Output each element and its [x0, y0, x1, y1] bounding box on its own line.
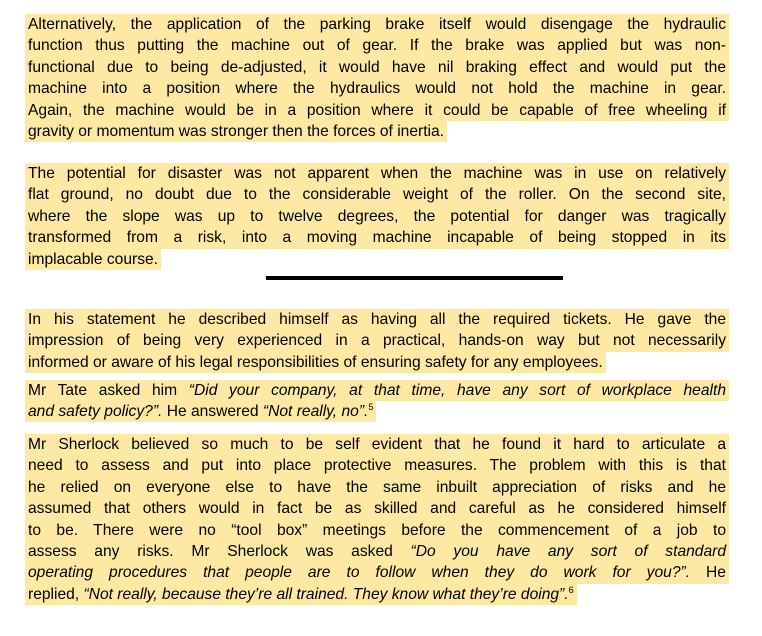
text-run: He answered [162, 402, 263, 420]
text-line: to be. There were no “tool box” meetings before the commencement of a job to [25, 520, 729, 541]
text-line: machine into a position where the hydraulics would not hold the machine in gear. [25, 78, 729, 99]
text-line: Alternatively, the application of the parking brake itself would disengage the hydraulic [25, 14, 729, 35]
text-line: implacable course. [25, 249, 161, 270]
text-run: He [690, 564, 726, 582]
quote-answer: “Not really, no”. [262, 402, 369, 420]
paragraph-sherlock [25, 434, 729, 612]
paragraph-potential-disaster [25, 163, 729, 276]
text-line: assumed that others would in fact be as skilled and careful as he considered himself [25, 498, 729, 519]
text-line: function thus putting the machine out of gear. If the brake was applied but was non- [25, 35, 729, 56]
text-line: In his statement he described himself as having all the required tickets. He gave the [25, 309, 729, 330]
paragraph-parking-brake [25, 14, 729, 149]
text-line: informed or aware of his legal responsibilities of ensuring safety for any employees. [25, 352, 606, 373]
text-line: he relied on everyone else to have the same inbuilt appreciation of risks and he [25, 477, 729, 498]
text-line [25, 401, 376, 422]
quote-answer: “Not really, because they’re all trained. They know what they’re doing”. [83, 585, 569, 603]
text-line [25, 562, 729, 583]
quote-question: “Did your company, at that time, have any sort of workplace health [188, 381, 726, 399]
text-line [25, 541, 729, 562]
text-line: Mr Sherlock believed so much to be self evident that he found it hard to articulate a [25, 434, 729, 455]
footnote-ref: 6 [568, 584, 574, 595]
quote-question-end: operating procedures that people are to follow when they do work for you?”. [28, 564, 691, 582]
text-line: flat ground, no doubt due to the considerable weight of the roller. On the second site, [25, 184, 729, 205]
text-line: gravity or momentum was stronger then the forces of inertia. [25, 121, 447, 142]
text-line: where the slope was up to twelve degrees, the potential for danger was tragically [25, 206, 729, 227]
text-line: need to assess and put into place protective measures. The problem with this is that [25, 455, 729, 476]
section-divider [266, 276, 563, 280]
text-run: assess any risks. Mr Sherlock was asked [28, 542, 411, 560]
text-run: Mr Tate asked him [28, 381, 189, 399]
text-line: functional due to being de-adjusted, it would have nil braking effect and would put the [25, 57, 729, 78]
text-line [25, 380, 729, 401]
text-line [25, 584, 577, 605]
text-line: Again, the machine would be in a position where it could be capable of free wheeling if [25, 100, 729, 121]
text-line: impression of being very experienced in a practical, hands-on way but not necessarily [25, 330, 729, 351]
footnote-ref: 5 [368, 401, 374, 412]
quote-question-end: and safety policy?”. [28, 402, 163, 420]
paragraph-statement [25, 309, 729, 429]
text-line: transformed from a risk, into a moving machine incapable of being stopped in its [25, 227, 729, 248]
quote-question: “Do you have any sort of standard [410, 542, 726, 560]
text-run: replied, [28, 585, 84, 603]
text-line: The potential for disaster was not apparent when the machine was in use on relatively [25, 163, 729, 184]
